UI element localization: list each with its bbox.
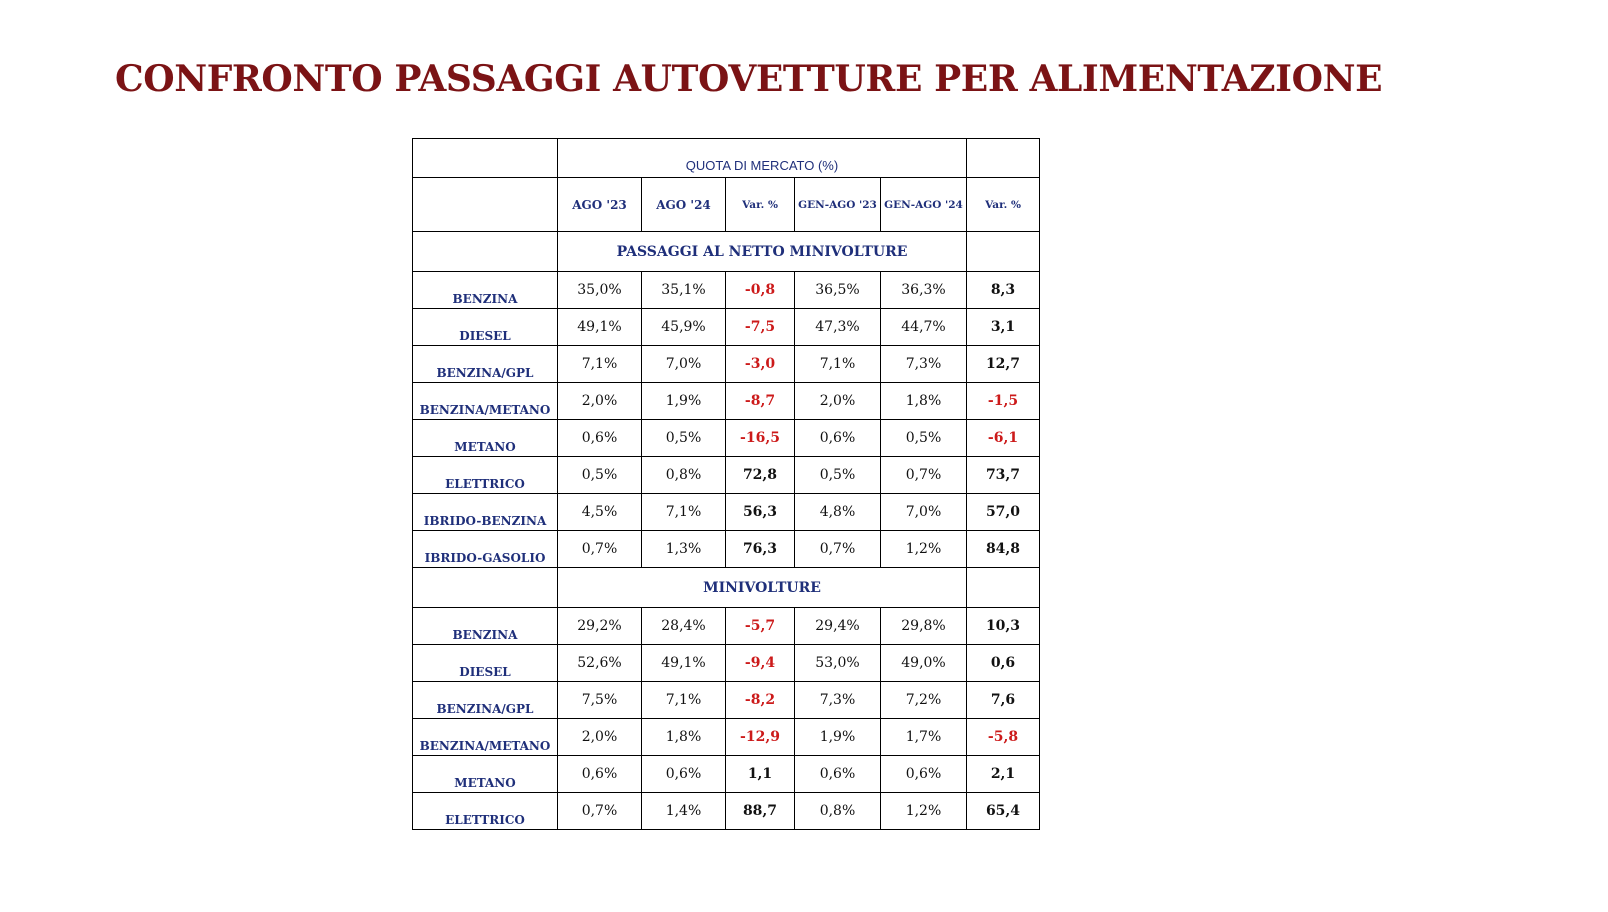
table-row <box>413 719 1040 756</box>
variation-cell: 12,7 <box>967 346 1040 383</box>
table-row <box>413 309 1040 346</box>
variation-cell: 72,8 <box>726 457 795 494</box>
share-cell: 52,6% <box>558 645 642 682</box>
section-title: MINIVOLTURE <box>558 568 967 608</box>
variation-cell: 7,6 <box>967 682 1040 719</box>
column-header: AGO '23 <box>558 178 642 232</box>
share-cell: 49,0% <box>881 645 967 682</box>
variation-cell: 2,1 <box>967 756 1040 793</box>
market-share-table <box>412 138 1040 830</box>
section-header-row <box>413 232 1040 272</box>
variation-cell: 56,3 <box>726 494 795 531</box>
table-row <box>413 756 1040 793</box>
row-label: DIESEL <box>413 309 558 346</box>
row-label: BENZINA/GPL <box>413 682 558 719</box>
share-cell: 7,1% <box>558 346 642 383</box>
row-label: BENZINA <box>413 608 558 645</box>
table-row <box>413 420 1040 457</box>
variation-cell: 10,3 <box>967 608 1040 645</box>
share-cell: 0,5% <box>795 457 881 494</box>
page-title: CONFRONTO PASSAGGI AUTOVETTURE PER ALIMENTAZIONE <box>115 58 1383 100</box>
share-cell: 0,5% <box>558 457 642 494</box>
share-cell: 29,2% <box>558 608 642 645</box>
section-header-row <box>413 568 1040 608</box>
variation-cell: 65,4 <box>967 793 1040 830</box>
share-cell: 1,2% <box>881 793 967 830</box>
variation-cell: 73,7 <box>967 457 1040 494</box>
variation-cell: -6,1 <box>967 420 1040 457</box>
column-header: Var. % <box>726 178 795 232</box>
table-row <box>413 531 1040 568</box>
row-label: ELETTRICO <box>413 457 558 494</box>
variation-cell: -5,7 <box>726 608 795 645</box>
share-cell: 0,6% <box>881 756 967 793</box>
share-cell: 0,6% <box>558 420 642 457</box>
table-body <box>413 139 1040 830</box>
empty-label-header-cell <box>413 178 558 232</box>
variation-cell: 8,3 <box>967 272 1040 309</box>
table-row <box>413 494 1040 531</box>
variation-cell: 3,1 <box>967 309 1040 346</box>
share-cell: 0,7% <box>881 457 967 494</box>
group-header-cell: QUOTA DI MERCATO (%) <box>558 139 967 178</box>
share-cell: 0,8% <box>795 793 881 830</box>
table-row <box>413 645 1040 682</box>
row-label: IBRIDO-BENZINA <box>413 494 558 531</box>
column-header-row <box>413 178 1040 232</box>
share-cell: 7,2% <box>881 682 967 719</box>
row-label: METANO <box>413 420 558 457</box>
row-label: BENZINA/GPL <box>413 346 558 383</box>
share-cell: 7,0% <box>881 494 967 531</box>
share-cell: 0,7% <box>795 531 881 568</box>
row-label: ELETTRICO <box>413 793 558 830</box>
column-header: Var. % <box>967 178 1040 232</box>
variation-cell: -0,8 <box>726 272 795 309</box>
group-header-row <box>413 139 1040 178</box>
section-title: PASSAGGI AL NETTO MINIVOLTURE <box>558 232 967 272</box>
table-row <box>413 682 1040 719</box>
column-header: GEN-AGO '24 <box>881 178 967 232</box>
table-row <box>413 457 1040 494</box>
share-cell: 47,3% <box>795 309 881 346</box>
share-cell: 1,4% <box>642 793 726 830</box>
share-cell: 0,5% <box>881 420 967 457</box>
table-row <box>413 346 1040 383</box>
share-cell: 36,3% <box>881 272 967 309</box>
share-cell: 45,9% <box>642 309 726 346</box>
table-row <box>413 608 1040 645</box>
share-cell: 0,6% <box>642 756 726 793</box>
share-cell: 2,0% <box>558 719 642 756</box>
variation-cell: 1,1 <box>726 756 795 793</box>
share-cell: 49,1% <box>642 645 726 682</box>
share-cell: 1,3% <box>642 531 726 568</box>
share-cell: 7,0% <box>642 346 726 383</box>
empty-section-var-cell <box>967 232 1040 272</box>
row-label: BENZINA <box>413 272 558 309</box>
share-cell: 1,9% <box>795 719 881 756</box>
market-share-table-container <box>412 138 1040 830</box>
variation-cell: 76,3 <box>726 531 795 568</box>
share-cell: 1,9% <box>642 383 726 420</box>
variation-cell: 57,0 <box>967 494 1040 531</box>
share-cell: 1,2% <box>881 531 967 568</box>
share-cell: 0,7% <box>558 793 642 830</box>
empty-header-cell <box>967 139 1040 178</box>
column-header: AGO '24 <box>642 178 726 232</box>
variation-cell: 84,8 <box>967 531 1040 568</box>
variation-cell: -16,5 <box>726 420 795 457</box>
share-cell: 29,8% <box>881 608 967 645</box>
share-cell: 28,4% <box>642 608 726 645</box>
variation-cell: 88,7 <box>726 793 795 830</box>
share-cell: 2,0% <box>795 383 881 420</box>
share-cell: 36,5% <box>795 272 881 309</box>
variation-cell: -8,7 <box>726 383 795 420</box>
row-label: BENZINA/METANO <box>413 719 558 756</box>
share-cell: 7,1% <box>795 346 881 383</box>
share-cell: 1,8% <box>642 719 726 756</box>
share-cell: 2,0% <box>558 383 642 420</box>
variation-cell: -3,0 <box>726 346 795 383</box>
empty-section-label-cell <box>413 232 558 272</box>
share-cell: 0,8% <box>642 457 726 494</box>
share-cell: 1,7% <box>881 719 967 756</box>
share-cell: 35,0% <box>558 272 642 309</box>
table-row <box>413 383 1040 420</box>
variation-cell: 0,6 <box>967 645 1040 682</box>
share-cell: 7,1% <box>642 682 726 719</box>
share-cell: 0,6% <box>795 756 881 793</box>
variation-cell: -12,9 <box>726 719 795 756</box>
share-cell: 0,6% <box>795 420 881 457</box>
table-row <box>413 793 1040 830</box>
share-cell: 0,6% <box>558 756 642 793</box>
variation-cell: -1,5 <box>967 383 1040 420</box>
share-cell: 4,5% <box>558 494 642 531</box>
share-cell: 0,5% <box>642 420 726 457</box>
share-cell: 35,1% <box>642 272 726 309</box>
row-label: METANO <box>413 756 558 793</box>
share-cell: 29,4% <box>795 608 881 645</box>
share-cell: 44,7% <box>881 309 967 346</box>
table-row <box>413 272 1040 309</box>
empty-section-label-cell <box>413 568 558 608</box>
share-cell: 7,5% <box>558 682 642 719</box>
empty-corner-cell <box>413 139 558 178</box>
share-cell: 4,8% <box>795 494 881 531</box>
share-cell: 7,1% <box>642 494 726 531</box>
share-cell: 0,7% <box>558 531 642 568</box>
share-cell: 1,8% <box>881 383 967 420</box>
share-cell: 53,0% <box>795 645 881 682</box>
variation-cell: -8,2 <box>726 682 795 719</box>
empty-section-var-cell <box>967 568 1040 608</box>
variation-cell: -7,5 <box>726 309 795 346</box>
variation-cell: -5,8 <box>967 719 1040 756</box>
row-label: IBRIDO-GASOLIO <box>413 531 558 568</box>
variation-cell: -9,4 <box>726 645 795 682</box>
column-header: GEN-AGO '23 <box>795 178 881 232</box>
share-cell: 7,3% <box>881 346 967 383</box>
row-label: BENZINA/METANO <box>413 383 558 420</box>
share-cell: 7,3% <box>795 682 881 719</box>
row-label: DIESEL <box>413 645 558 682</box>
share-cell: 49,1% <box>558 309 642 346</box>
